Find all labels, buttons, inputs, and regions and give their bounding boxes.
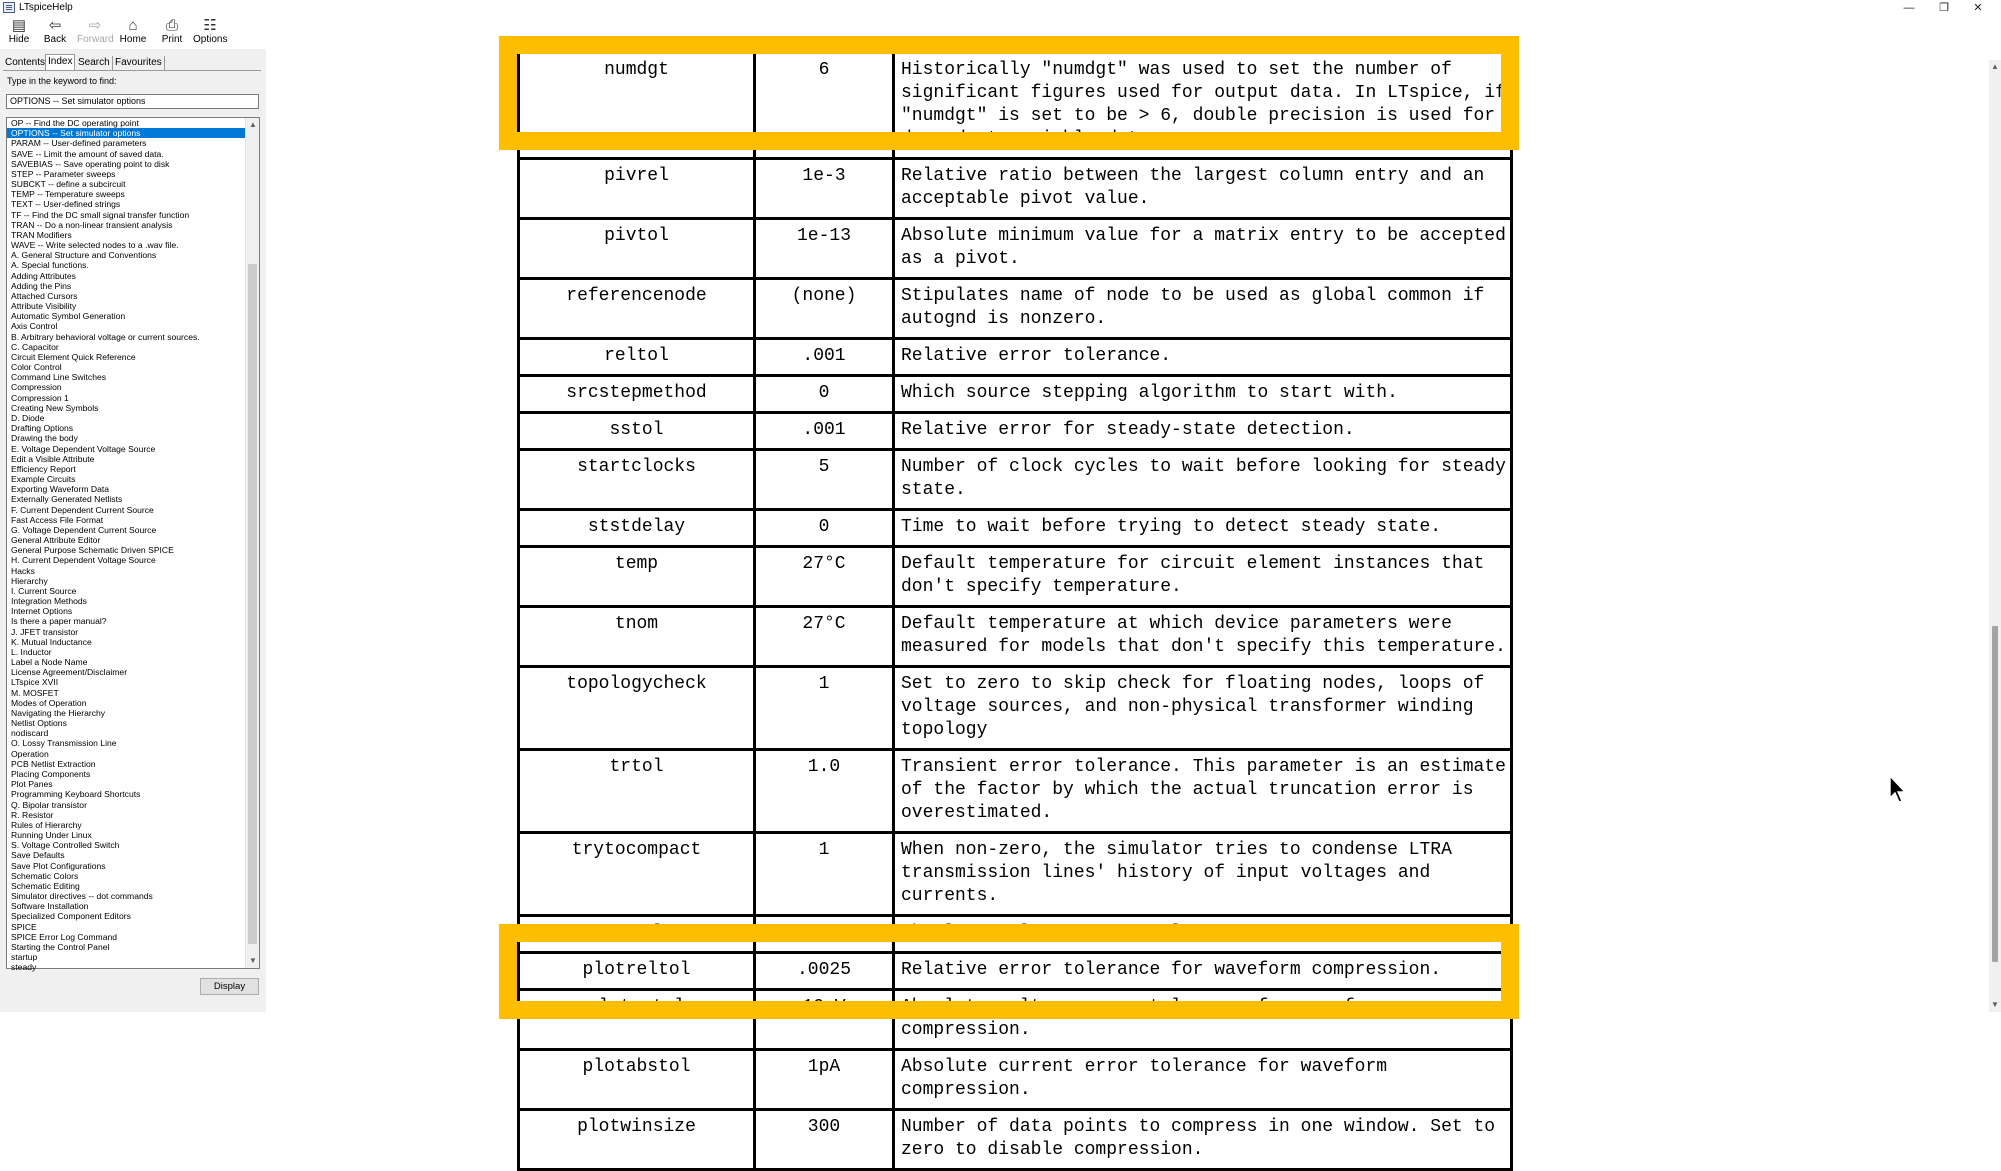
printer-icon: ⎙: [165, 17, 178, 34]
index-list-item[interactable]: A. General Structure and Conventions: [11, 250, 157, 261]
index-list-item[interactable]: Drafting Options: [11, 423, 74, 434]
table-row: [519, 547, 1512, 607]
index-list-item[interactable]: Hierarchy: [11, 575, 48, 586]
default-value-cell: 10µV: [755, 990, 894, 1050]
option-name-cell: pivtol: [519, 219, 755, 279]
index-list-item[interactable]: Externally Generated Netlists: [11, 494, 123, 505]
description-cell: Number of data points to compress in one window. Set to zero to disable compression.: [894, 1110, 1512, 1170]
options-icon: ☷: [203, 17, 217, 34]
table-row: [519, 990, 1512, 1050]
default-value-cell: .001: [755, 339, 894, 376]
restore-button[interactable]: ❐: [1939, 2, 1949, 14]
default-value-cell: 1e-3: [755, 159, 894, 219]
option-name-cell: pivrel: [519, 159, 755, 219]
index-list-item[interactable]: Creating New Symbols: [11, 402, 99, 413]
tab-search[interactable]: Search: [76, 56, 113, 71]
home-button[interactable]: ⌂ Home: [119, 17, 147, 45]
index-list-item[interactable]: A. Special functions.: [11, 260, 89, 271]
index-list-item[interactable]: Fast Access File Format: [11, 514, 104, 525]
index-list-item[interactable]: Schematic Colors: [11, 870, 79, 881]
tab-index[interactable]: Index: [45, 54, 75, 71]
table-row: [519, 607, 1512, 667]
description-cell: Default temperature for circuit element instances that don't specify temperature.: [894, 547, 1512, 607]
description-cell: Default temperature at which device parameters were measured for models that don't specify this temperature.: [894, 607, 1512, 667]
default-value-cell: 300: [755, 1110, 894, 1170]
table-row: [519, 376, 1512, 413]
index-list-item[interactable]: Hacks: [11, 565, 35, 576]
option-name-cell: tnom: [519, 607, 755, 667]
index-list-item[interactable]: Label a Node Name: [11, 657, 88, 668]
help-app-icon: [3, 2, 15, 13]
table-row: [519, 833, 1512, 916]
index-list-item[interactable]: F. Current Dependent Current Source: [11, 504, 154, 515]
index-list-scrollbar[interactable]: [245, 118, 259, 968]
index-list-item[interactable]: Save Plot Configurations: [11, 860, 106, 871]
table-row: [519, 1110, 1512, 1170]
table-row: [519, 667, 1512, 750]
index-list-item[interactable]: Simulator directives -- dot commands: [11, 891, 153, 902]
description-cell: Set to zero to skip check for floating nodes, loops of voltage sources, and non-physical transformer winding topology: [894, 667, 1512, 750]
index-list-item[interactable]: Running Under Linux: [11, 830, 92, 841]
display-button[interactable]: Display: [200, 978, 259, 995]
index-list-item[interactable]: Attribute Visibility: [11, 301, 77, 312]
minimize-button[interactable]: —: [1903, 2, 1915, 14]
option-name-cell: topologycheck: [519, 667, 755, 750]
scroll-down-icon[interactable]: ▼: [1991, 1000, 1999, 1009]
index-list-item[interactable]: Drawing the body: [11, 433, 78, 444]
index-list-item[interactable]: Is there a paper manual?: [11, 616, 107, 627]
index-list-item[interactable]: Adding the Pins: [11, 280, 72, 291]
help-content: [266, 49, 2001, 1160]
options-button[interactable]: ☷ Options: [193, 17, 228, 45]
table-row: [519, 916, 1512, 953]
options-table: [517, 51, 1513, 1171]
index-list-item[interactable]: OPTIONS -- Set simulator options: [7, 128, 246, 138]
index-list-item[interactable]: S. Voltage Controlled Switch: [11, 840, 120, 851]
description-cell: Historically "numdgt" was used to set the number of significant figures used for output data. In LTspice, if "numdgt" is set to be > 6, double precision is used for dependent variable data.: [894, 53, 1512, 159]
index-list-item[interactable]: Exporting Waveform Data: [11, 484, 110, 495]
option-name-cell: numdgt: [519, 53, 755, 159]
index-list-item[interactable]: Modes of Operation: [11, 697, 87, 708]
option-name-cell: srcstepmethod: [519, 376, 755, 413]
default-value-cell: .001: [755, 413, 894, 450]
index-list-item[interactable]: Example Circuits: [11, 474, 76, 485]
home-icon: ⌂: [128, 17, 138, 34]
option-name-cell: temp: [519, 547, 755, 607]
index-list-item[interactable]: WAVE -- Write selected nodes to a .wav file.: [11, 240, 179, 251]
tab-divider: [3, 70, 261, 71]
back-button[interactable]: ⇦ Back: [43, 17, 67, 45]
description-cell: Relative error for steady-state detection.: [894, 413, 1512, 450]
index-list-item[interactable]: K. Mutual Inductance: [11, 636, 92, 647]
index-list-item[interactable]: PCB Netlist Extraction: [11, 758, 96, 769]
index-list-item[interactable]: startup: [11, 952, 38, 963]
index-list-item[interactable]: Circuit Element Quick Reference: [11, 351, 136, 362]
index-list-item[interactable]: STEP -- Parameter sweeps: [11, 168, 116, 179]
default-value-cell: 27°C: [755, 547, 894, 607]
table-row: [519, 413, 1512, 450]
index-rows: [7, 118, 246, 972]
default-value-cell: 1pA: [755, 1050, 894, 1110]
table-row: [519, 953, 1512, 990]
description-cell: Relative ratio between the largest column entry and an acceptable pivot value.: [894, 159, 1512, 219]
index-list-item[interactable]: Q. Bipolar transistor: [11, 799, 87, 810]
option-name-cell: plotvntol: [519, 990, 755, 1050]
back-arrow-icon: ⇦: [48, 17, 62, 34]
table-row: [519, 1050, 1512, 1110]
index-list-item[interactable]: SPICE Error Log Command: [11, 931, 118, 942]
default-value-cell: .0025: [755, 953, 894, 990]
index-list-item[interactable]: B. Arbitrary behavioral voltage or current sources.: [11, 331, 200, 342]
index-list-item[interactable]: OP -- Find the DC operating point: [11, 118, 139, 128]
default-value-cell: 27°C: [755, 607, 894, 667]
index-list-item[interactable]: steady: [11, 962, 37, 973]
index-list-item[interactable]: L. Inductor: [11, 646, 52, 657]
toolbar: [0, 16, 2001, 49]
index-list-item[interactable]: License Agreement/Disclaimer: [11, 667, 128, 678]
option-name-cell: trtol: [519, 750, 755, 833]
option-name-cell: ststdelay: [519, 510, 755, 547]
index-list-item[interactable]: Operation: [11, 748, 49, 759]
description-cell: Relative error tolerance for waveform compression.: [894, 953, 1512, 990]
table-row: [519, 450, 1512, 510]
description-cell: Stipulates name of node to be used as global common if autognd is nonzero.: [894, 279, 1512, 339]
title-bar: [0, 0, 2001, 16]
content-scrollbar[interactable]: [1989, 60, 2001, 1012]
description-cell: Absolute minimum value for a matrix entry to be accepted as a pivot.: [894, 219, 1512, 279]
option-name-cell: sstol: [519, 413, 755, 450]
print-button[interactable]: ⎙ Print: [161, 17, 183, 45]
index-list-item[interactable]: SPICE: [11, 921, 37, 932]
index-list-item[interactable]: Schematic Editing: [11, 880, 80, 891]
table-row: [519, 510, 1512, 547]
index-list-item[interactable]: Navigating the Hierarchy: [11, 707, 106, 718]
index-list-item[interactable]: nodiscard: [11, 728, 49, 739]
keyword-input[interactable]: OPTIONS -- Set simulator options: [6, 94, 259, 109]
index-list-item[interactable]: Edit a Visible Attribute: [11, 453, 95, 464]
window-title: LTspiceHelp: [19, 2, 73, 13]
option-name-cell: vntol: [519, 916, 755, 953]
index-list-item[interactable]: D. Diode: [11, 412, 45, 423]
index-list[interactable]: [6, 117, 260, 973]
index-list-item[interactable]: Rules of Hierarchy: [11, 819, 82, 830]
index-list-item[interactable]: J. JFET transistor: [11, 626, 79, 637]
description-cell: Transient error tolerance. This parameter is an estimate of the factor by which the actual truncation error is overestimated.: [894, 750, 1512, 833]
option-name-cell: plotwinsize: [519, 1110, 755, 1170]
index-list-item[interactable]: H. Current Dependent Voltage Source: [11, 555, 156, 566]
index-list-item[interactable]: General Attribute Editor: [11, 535, 101, 546]
index-list-item[interactable]: O. Lossy Transmission Line: [11, 738, 117, 749]
default-value-cell: 1: [755, 833, 894, 916]
option-name-cell: referencenode: [519, 279, 755, 339]
table-row: [519, 279, 1512, 339]
index-list-item[interactable]: R. Resistor: [11, 809, 54, 820]
default-value-cell: 1: [755, 667, 894, 750]
index-list-item[interactable]: Attached Cursors: [11, 290, 78, 301]
description-cell: When non-zero, the simulator tries to condense LTRA transmission lines' history of input voltages and currents.: [894, 833, 1512, 916]
index-list-item[interactable]: TEMP -- Temperature sweeps: [11, 189, 125, 200]
index-list-item[interactable]: Internet Options: [11, 606, 73, 617]
index-list-item[interactable]: SAVE -- Limit the amount of saved data.: [11, 148, 164, 159]
index-list-item[interactable]: Programming Keyboard Shortcuts: [11, 789, 141, 800]
index-list-item[interactable]: Compression: [11, 382, 62, 393]
option-name-cell: trytocompact: [519, 833, 755, 916]
hide-icon: ▤: [11, 17, 27, 34]
index-list-item[interactable]: SUBCKT -- define a subcircuit: [11, 179, 126, 190]
index-list-item[interactable]: Integration Methods: [11, 596, 87, 607]
option-name-cell: plotabstol: [519, 1050, 755, 1110]
default-value-cell: 1e-13: [755, 219, 894, 279]
tab-contents[interactable]: Contents: [3, 56, 48, 71]
index-list-item[interactable]: Efficiency Report: [11, 463, 76, 474]
description-cell: Which source stepping algorithm to start with.: [894, 376, 1512, 413]
index-list-item[interactable]: Netlist Options: [11, 718, 67, 729]
index-list-item[interactable]: I. Current Source: [11, 585, 77, 596]
scroll-up-icon[interactable]: ▲: [1991, 62, 1999, 71]
index-list-item[interactable]: Command Line Switches: [11, 372, 107, 383]
default-value-cell: 0: [755, 510, 894, 547]
index-list-item[interactable]: M. MOSFET: [11, 687, 59, 698]
index-list-item[interactable]: TRAN Modifiers: [11, 229, 72, 240]
forward-button[interactable]: ⇨ Forward: [77, 17, 114, 45]
description-cell: Number of clock cycles to wait before looking for steady state.: [894, 450, 1512, 510]
default-value-cell: (none): [755, 279, 894, 339]
default-value-cell: 5: [755, 450, 894, 510]
index-list-item[interactable]: Automatic Symbol Generation: [11, 311, 126, 322]
description-cell: Absolute voltage error tolerance for waveform compression.: [894, 990, 1512, 1050]
default-value-cell: 6: [755, 53, 894, 159]
index-list-item[interactable]: Placing Components: [11, 769, 91, 779]
close-button[interactable]: ✕: [1973, 2, 1983, 14]
index-list-item[interactable]: TF -- Find the DC small signal transfer function: [11, 209, 190, 220]
option-name-cell: plotreltol: [519, 953, 755, 990]
table-row: [519, 53, 1512, 159]
option-name-cell: reltol: [519, 339, 755, 376]
default-value-cell: 1.0: [755, 750, 894, 833]
index-list-item[interactable]: Specialized Component Editors: [11, 911, 131, 922]
index-list-item[interactable]: G. Voltage Dependent Current Source: [11, 524, 157, 535]
index-list-item[interactable]: Axis Control: [11, 321, 58, 332]
index-list-item[interactable]: Save Defaults: [11, 850, 65, 861]
index-list-item[interactable]: Color Control: [11, 362, 62, 373]
tab-favourites[interactable]: Favourites: [113, 56, 165, 71]
default-value-cell: 1µV: [755, 916, 894, 953]
index-list-item[interactable]: General Purpose Schematic Driven SPICE: [11, 545, 174, 556]
index-list-item[interactable]: LTspice XVII: [11, 677, 59, 688]
description-cell: Absolute current error tolerance for waveform compression.: [894, 1050, 1512, 1110]
scrollbar-thumb[interactable]: [1992, 626, 1998, 962]
hide-button[interactable]: ▤ Hide: [8, 17, 30, 45]
scrollbar-thumb[interactable]: [248, 264, 257, 944]
index-list-item[interactable]: Starting the Control Panel: [11, 941, 110, 952]
table-row: [519, 219, 1512, 279]
index-list-item[interactable]: Plot Panes: [11, 779, 53, 790]
default-value-cell: 0: [755, 376, 894, 413]
description-cell: Absolute voltage error tolerance.: [894, 916, 1512, 953]
table-row: [519, 159, 1512, 219]
index-list-item[interactable]: TRAN -- Do a non-linear transient analysis: [11, 219, 173, 230]
keyword-label: Type in the keyword to find:: [7, 76, 117, 86]
table-row: [519, 339, 1512, 376]
forward-arrow-icon: ⇨: [88, 17, 102, 34]
index-list-item[interactable]: PARAM -- User-defined parameters: [11, 138, 147, 149]
index-list-item[interactable]: Adding Attributes: [11, 270, 76, 281]
table-row: [519, 750, 1512, 833]
description-cell: Relative error tolerance.: [894, 339, 1512, 376]
index-list-item[interactable]: SAVEBIAS -- Save operating point to disk: [11, 158, 170, 169]
index-list-item[interactable]: E. Voltage Dependent Voltage Source: [11, 443, 156, 454]
description-cell: Time to wait before trying to detect steady state.: [894, 510, 1512, 547]
scroll-up-icon[interactable]: ▲: [249, 120, 257, 129]
mouse-cursor-icon: [1889, 775, 1909, 805]
index-list-item[interactable]: C. Capacitor: [11, 341, 59, 352]
index-list-item[interactable]: Compression 1: [11, 392, 69, 403]
option-name-cell: startclocks: [519, 450, 755, 510]
index-list-item[interactable]: Software Installation: [11, 901, 89, 912]
index-list-item[interactable]: TEXT -- User-defined strings: [11, 199, 121, 210]
scroll-down-icon[interactable]: ▼: [249, 956, 257, 965]
